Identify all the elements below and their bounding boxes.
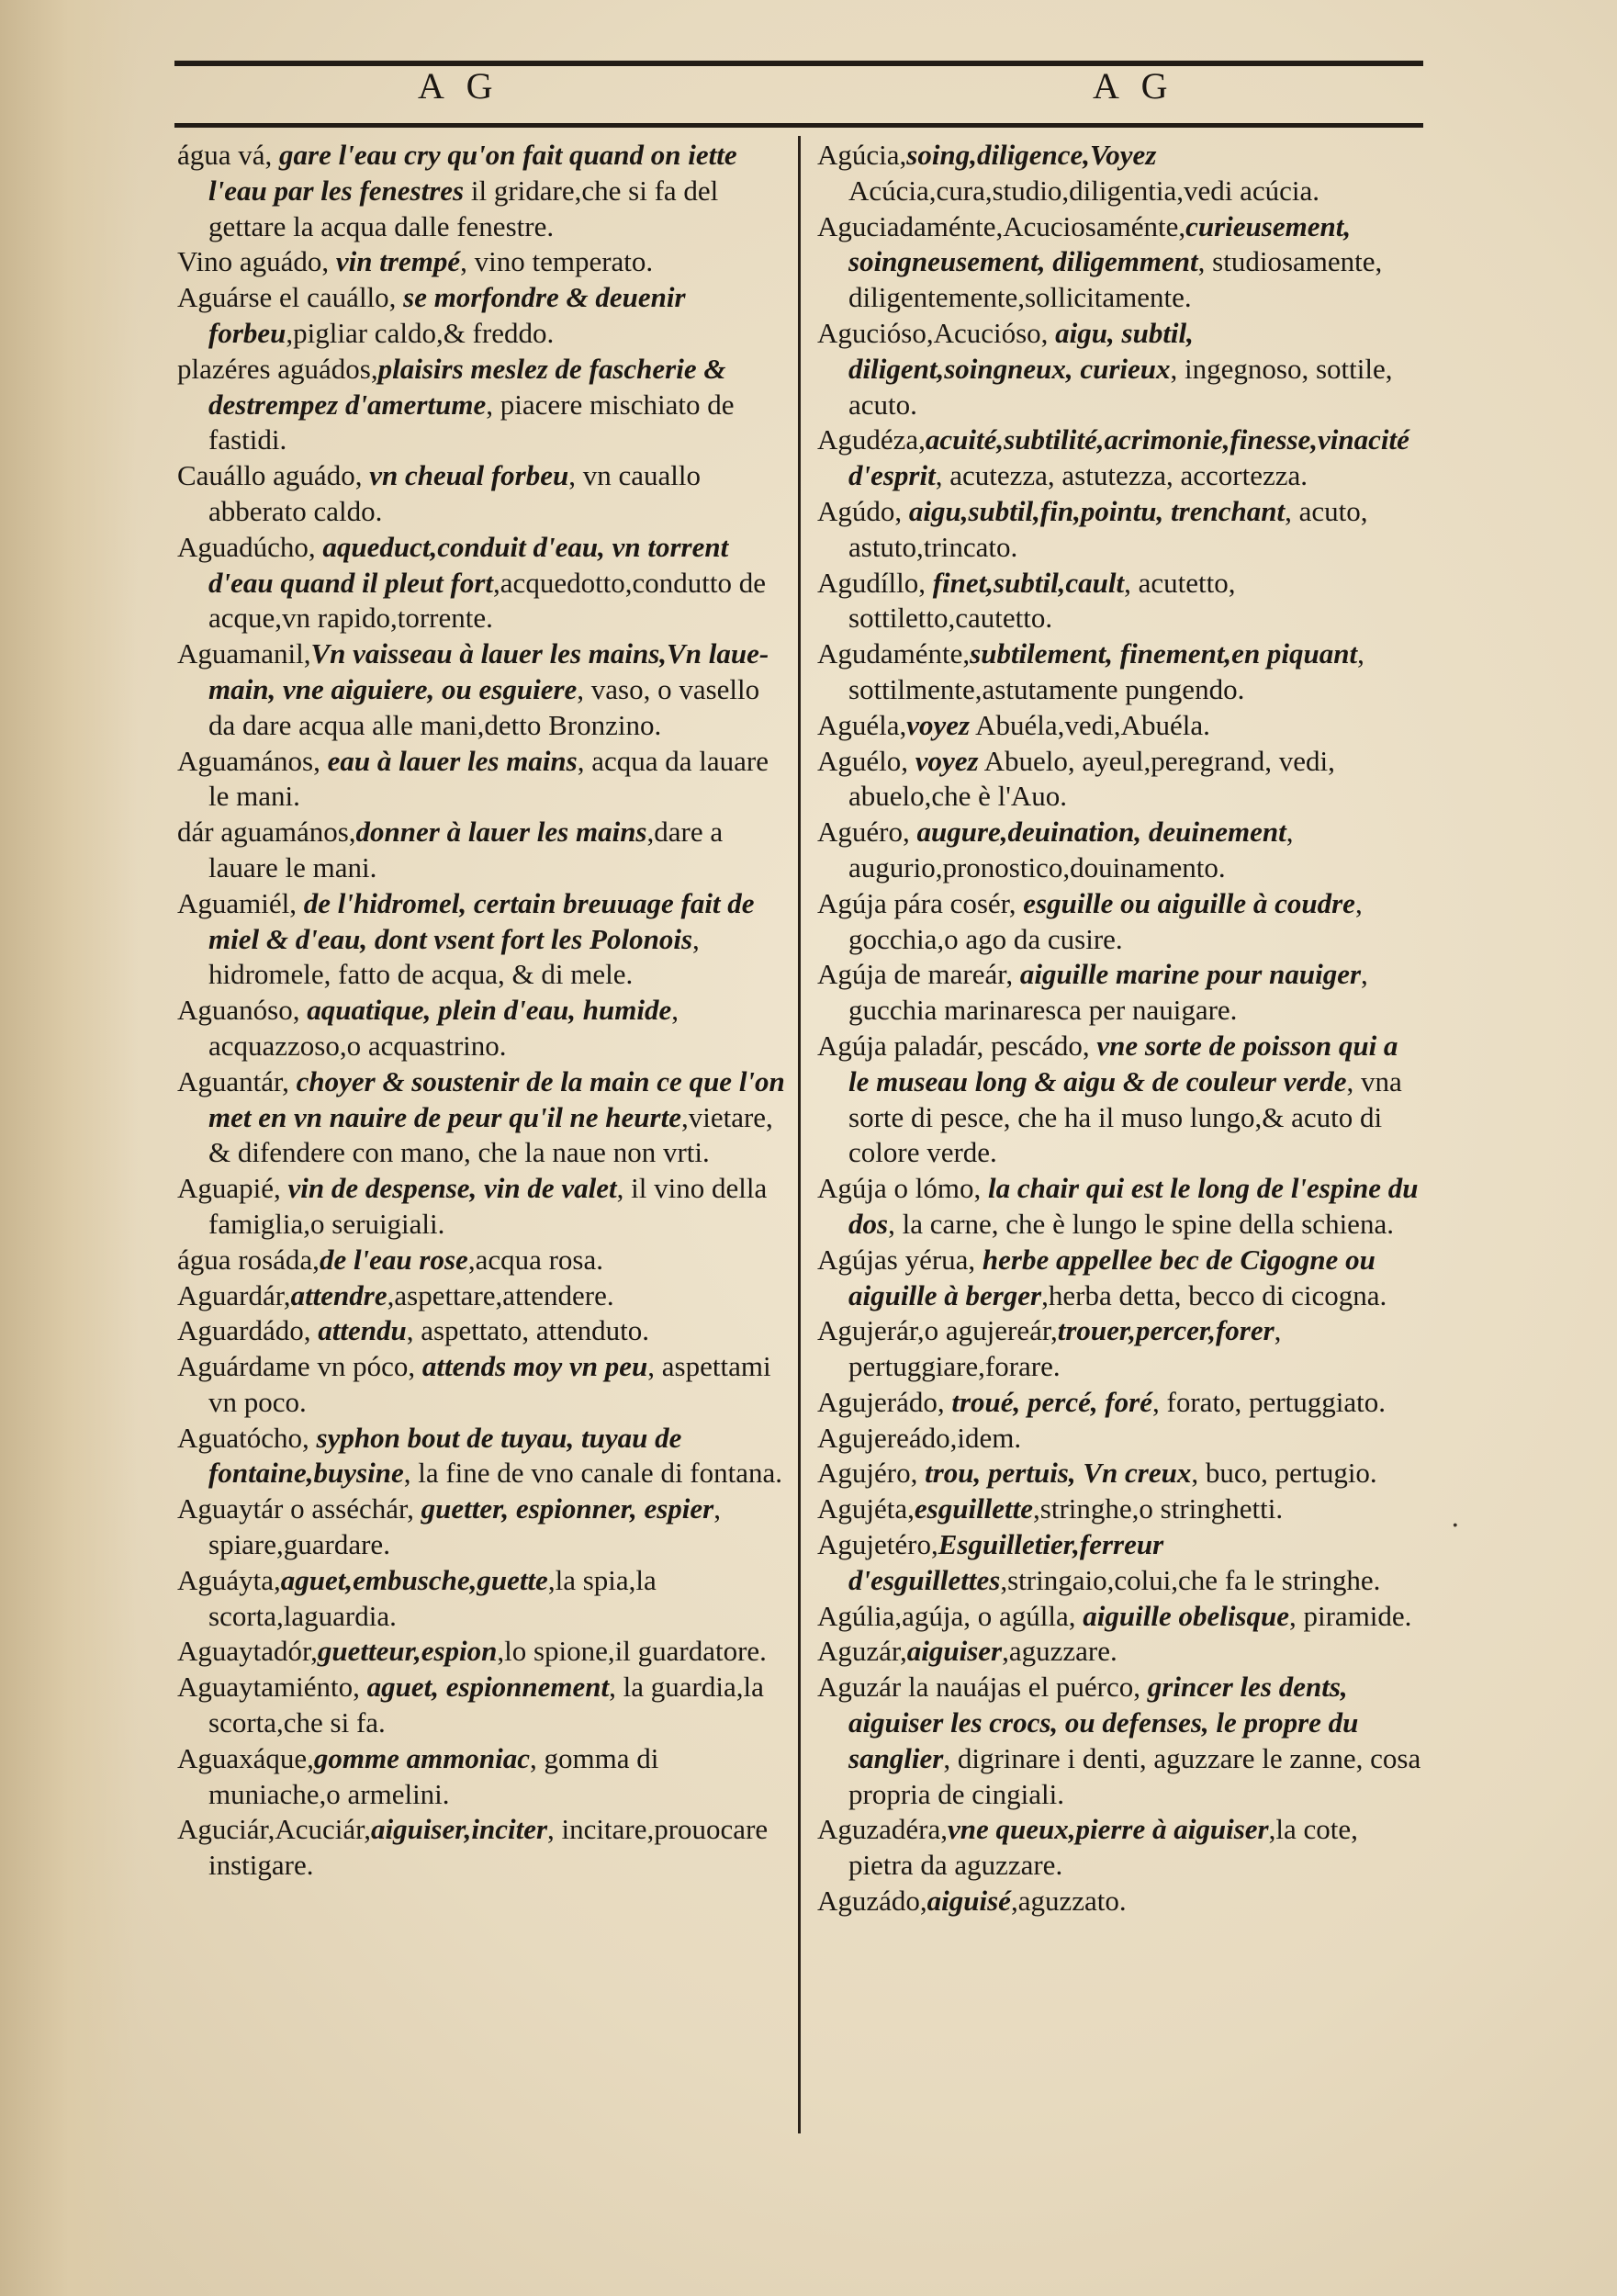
entry-french-gloss: aigu, subtil, diligent,soingneux, curieux: [848, 316, 1194, 385]
entry-french-gloss: attendre: [290, 1278, 387, 1311]
dictionary-entry: [817, 1527, 1423, 1599]
entry-italian-gloss: , vino temperato.: [460, 245, 654, 278]
dictionary-entry: [817, 815, 1423, 886]
dictionary-entry: [817, 494, 1423, 566]
dictionary-entry: [177, 744, 785, 816]
dictionary-entry: [817, 1421, 1423, 1457]
entry-italian-gloss: , ingegnoso, sottile, acuto.: [848, 352, 1393, 421]
entry-french-gloss: aguet,embusche,guette: [280, 1563, 548, 1596]
entry-italian-gloss: , vn cauallo abberato caldo.: [208, 459, 701, 527]
dictionary-entry: [177, 993, 785, 1064]
entry-headword: Aguárdame vn póco,: [177, 1350, 422, 1383]
dictionary-entry: [177, 1421, 785, 1492]
dictionary-entry: [817, 1491, 1423, 1527]
entry-italian-gloss: , la carne, che è lungo le spine della schiena.: [888, 1207, 1394, 1240]
entry-headword: Agúja pára cosér,: [817, 886, 1024, 919]
dictionary-entry: [177, 1812, 785, 1884]
dictionary-entry: [177, 1563, 785, 1635]
entry-headword: Agujerádo,: [817, 1385, 952, 1418]
dictionary-entry: [177, 244, 785, 280]
entry-french-gloss: eau à lauer les mains: [327, 744, 578, 777]
entry-headword: Aguéla,: [817, 708, 907, 741]
dictionary-entry: [177, 138, 785, 244]
entry-french-gloss: vin trempé: [335, 245, 461, 278]
entry-headword: Aguardár,: [177, 1278, 291, 1311]
entry-italian-gloss: ,acqua rosa.: [467, 1243, 603, 1276]
dictionary-entry: [177, 1491, 785, 1563]
entry-italian-gloss: , acutetto, sottiletto,cautetto.: [848, 566, 1236, 635]
entry-headword: Aguzár la nauájas el puérco,: [817, 1671, 1148, 1704]
column-divider: [798, 136, 801, 2133]
entry-headword: Aguamanil,: [177, 637, 311, 670]
entry-headword: Aguciadaménte,Acuciosaménte,: [817, 209, 1186, 242]
dictionary-entry: [817, 1385, 1423, 1421]
entry-french-gloss: attendu: [318, 1314, 407, 1347]
entry-headword: plazéres aguádos,: [177, 352, 378, 385]
entry-french-gloss: vne queux,pierre à aiguiser: [948, 1813, 1269, 1846]
entry-italian-gloss: Abuelo, ayeul,peregrand, vedi, abuelo,che è l'Auo.: [848, 744, 1335, 813]
entry-french-gloss: voyez: [915, 744, 979, 777]
entry-headword: Aguárse el cauállo,: [177, 281, 404, 314]
right-column: [817, 138, 1423, 1919]
entry-headword: Aguardádo,: [177, 1314, 319, 1347]
entry-french-gloss: choyer & soustenir de la main ce que l'on met en vn nauire de peur qu'il ne heurte: [208, 1064, 785, 1133]
entry-headword: Agúdo,: [817, 494, 909, 527]
dictionary-entry: [817, 708, 1423, 744]
entry-headword: Agudéza,: [817, 423, 926, 456]
entry-headword: Aguzádo,: [817, 1885, 927, 1918]
entry-italian-gloss: , incitare,prouocare instigare.: [208, 1813, 769, 1882]
dictionary-entry: [817, 957, 1423, 1029]
entry-headword: Aguatócho,: [177, 1421, 317, 1454]
dictionary-entry: [817, 1243, 1423, 1314]
entry-italian-gloss: il gridare,che si fa del gettare la acqua dalle fenestre.: [208, 174, 719, 242]
entry-headword: Agúlia,agúja, o agúlla,: [817, 1599, 1084, 1632]
entry-french-gloss: aqueduct,conduit d'eau, vn torrent d'eau quand il pleut fort: [208, 530, 729, 599]
entry-italian-gloss: , forato, pertuggiato.: [1152, 1385, 1386, 1418]
entry-headword: Aguciósо,Acucióso,: [817, 316, 1056, 349]
entry-italian-gloss: , pertuggiare,forare.: [848, 1314, 1282, 1383]
entry-italian-gloss: Acúcia,cura,studio,diligentia,vedi acúcia.: [848, 174, 1320, 207]
entry-italian-gloss: , acutezza, astutezza, accortezza.: [935, 459, 1308, 492]
dictionary-entry: [817, 316, 1423, 422]
entry-italian-gloss: ,aspettare,attendere.: [387, 1278, 614, 1311]
entry-headword: Agúja de mareár,: [817, 958, 1020, 991]
entry-headword: Agúcia,: [817, 139, 907, 171]
entry-french-gloss: troué, percé, foré: [951, 1385, 1153, 1418]
entry-french-gloss: vn cheual forbeu: [369, 459, 569, 492]
entry-french-gloss: grincer les dents, aiguiser les crocs, ou defenses, le propre du sanglier: [848, 1671, 1359, 1774]
entry-italian-gloss: ,pigliar caldo,& freddo.: [286, 316, 555, 349]
entry-headword: Aguantár,: [177, 1064, 297, 1097]
entry-french-gloss: aiguille obelisque: [1083, 1599, 1289, 1632]
entry-italian-gloss: , la guardia,la scorta,che si fa.: [208, 1671, 764, 1739]
entry-italian-gloss: ,stringaio,colui,che fa le stringhe.: [1000, 1563, 1381, 1596]
dictionary-entry: [817, 744, 1423, 816]
entry-french-gloss: de l'hidromel, certain breuuage fait de miel & d'eau, dont vsent fort les Polonois: [208, 886, 755, 955]
entry-headword: Aguéro,: [817, 816, 917, 849]
entry-french-gloss: esguillette: [914, 1492, 1034, 1525]
entry-french-gloss: vin de despense, vin de valet: [287, 1172, 617, 1205]
entry-italian-gloss: , sottilmente,astutamente pungendo.: [848, 637, 1364, 705]
entry-french-gloss: acuité,subtilité,acrimonie,finesse,vinacité d'esprit: [848, 423, 1409, 492]
entry-headword: Aguaxáque,: [177, 1741, 314, 1774]
dictionary-entry: [177, 1064, 785, 1171]
entry-italian-gloss: , hidromele, fatto de acqua, & di mele.: [208, 922, 700, 991]
left-column: [177, 138, 785, 1884]
entry-headword: Aguapié,: [177, 1172, 288, 1205]
entry-italian-gloss: , piramide.: [1289, 1599, 1412, 1632]
entry-italian-gloss: , aspettato, attenduto.: [406, 1314, 649, 1347]
dictionary-entry: [817, 138, 1423, 209]
entry-french-gloss: finet,subtil,cault: [932, 566, 1125, 599]
spine-shadow: [0, 0, 138, 2296]
entry-italian-gloss: , piacere mischiato de fastidi.: [208, 388, 735, 456]
entry-french-gloss: aiguisé: [926, 1885, 1011, 1918]
dictionary-entry: [817, 566, 1423, 637]
entry-italian-gloss: , acqua da lauare le mani.: [208, 744, 769, 813]
dictionary-entry: [817, 1599, 1423, 1635]
dictionary-entry: [177, 1741, 785, 1813]
entry-headword: Agújas yérua,: [817, 1243, 983, 1276]
entry-french-gloss: aiguiser: [906, 1635, 1003, 1668]
entry-headword: Agujéta,: [817, 1492, 915, 1525]
entry-italian-gloss: Abuéla,vedi,Abuéla.: [970, 708, 1210, 741]
entry-french-gloss: Vn vaisseau à lauer les mains,Vn laue-main, vne aiguiere, ou esguiere: [208, 637, 769, 705]
dictionary-entry: [177, 1634, 785, 1670]
entry-french-gloss: aigu,subtil,fin,pointu, trenchant: [908, 494, 1286, 527]
entry-headword: Agudíllo,: [817, 566, 933, 599]
entry-french-gloss: donner à lauer les mains: [355, 816, 647, 849]
dictionary-entry: [817, 1313, 1423, 1385]
entry-italian-gloss: ,aguzzare.: [1002, 1635, 1117, 1668]
entry-italian-gloss: , studiosamente, diligentemente,sollicitamente.: [848, 245, 1383, 314]
entry-headword: Aguciár,Acuciár,: [177, 1813, 371, 1846]
entry-italian-gloss: , gomma di muniache,o armelini.: [208, 1741, 659, 1810]
entry-headword: Agudaménte,: [817, 637, 971, 670]
dictionary-entry: [817, 636, 1423, 708]
entry-french-gloss: guetter, espionner, espier: [421, 1492, 714, 1525]
dictionary-entry: [177, 1243, 785, 1278]
dictionary-entry: [177, 458, 785, 530]
entry-headword: Aguzadéra,: [817, 1813, 948, 1846]
entry-italian-gloss: , acuto, astuto,trincato.: [848, 494, 1368, 563]
entry-french-gloss: guetteur,espion: [317, 1635, 498, 1668]
entry-french-gloss: Esguilletier,ferreur d'esguillettes: [848, 1528, 1164, 1596]
dictionary-entry: [817, 1456, 1423, 1491]
dictionary-entry: [817, 1171, 1423, 1243]
entry-headword: água rosáda,: [177, 1243, 320, 1276]
entry-italian-gloss: , buco, pertugio.: [1191, 1457, 1377, 1490]
dictionary-entry: [817, 422, 1423, 494]
entry-italian-gloss: , gocchia,o ago da cusire.: [848, 886, 1363, 955]
dictionary-entry: [817, 1670, 1423, 1812]
entry-headword: Aguzár,: [817, 1635, 907, 1668]
dictionary-entry: [177, 1349, 785, 1421]
entry-headword: Aguamiél,: [177, 886, 304, 919]
entry-italian-gloss: ,aguzzato.: [1010, 1885, 1127, 1918]
entry-headword: Agúja o lómo,: [817, 1172, 988, 1205]
running-head-right: A G: [1093, 65, 1175, 107]
entry-french-gloss: curieusement, soingneusement, diligemment: [848, 209, 1352, 278]
entry-headword: Agujerár,o agujereár,: [817, 1314, 1058, 1347]
entry-french-gloss: soing,diligence,Voyez: [906, 139, 1157, 171]
entry-headword: Agujetéro,: [817, 1528, 938, 1561]
entry-french-gloss: aquatique, plein d'eau, humide: [307, 994, 672, 1027]
dictionary-entry: [177, 352, 785, 458]
dictionary-entry: [817, 1029, 1423, 1171]
entry-headword: Aguaytár o asséchár,: [177, 1492, 421, 1525]
entry-italian-gloss: , aspettami vn poco.: [208, 1350, 771, 1418]
entry-italian-gloss: , la fine de vno canale di fontana.: [403, 1457, 783, 1490]
entry-italian-gloss: , augurio,pronostico,douinamento.: [848, 816, 1294, 884]
entry-french-gloss: trouer,percer,forer: [1057, 1314, 1275, 1347]
dictionary-entry: [817, 209, 1423, 316]
entry-headword: Agúja paladár, pescádo,: [817, 1029, 1097, 1062]
entry-italian-gloss: ,lo spione,il guardatore.: [497, 1635, 767, 1668]
entry-italian-gloss: ,dare a lauare le mani.: [208, 816, 724, 884]
entry-headword: Agujéro,: [817, 1457, 926, 1490]
header-rule-bottom: [174, 123, 1423, 128]
entry-italian-gloss: , il vino della famiglia,o seruigiali.: [208, 1172, 768, 1240]
dictionary-entry: [177, 1313, 785, 1349]
running-head-left: A G: [418, 65, 500, 107]
entry-french-gloss: aiguiser,inciter: [370, 1813, 548, 1846]
entry-italian-gloss: ,acquedotto,condutto de acque,vn rapido,torrente.: [208, 566, 767, 635]
entry-french-gloss: plaisirs meslez de fascherie & destrempez d'amertume: [208, 352, 726, 421]
dictionary-entry: [177, 280, 785, 352]
entry-french-gloss: gomme ammoniac: [313, 1741, 530, 1774]
entry-italian-gloss: , vna sorte di pesce, che ha il muso lungo,& acuto di colore verde.: [848, 1064, 1402, 1169]
entry-french-gloss: gare l'eau cry qu'on fait quand on iette l'eau par les fenestres: [208, 139, 737, 207]
entry-headword: Cauállo aguádo,: [177, 459, 370, 492]
entry-italian-gloss: , spiare,guardare.: [208, 1492, 721, 1561]
dictionary-entry: [177, 530, 785, 636]
entry-italian-gloss: ,la spia,la scorta,laguardia.: [208, 1563, 657, 1632]
dictionary-entry: [817, 1884, 1423, 1919]
dictionary-entry: [177, 1278, 785, 1314]
entry-french-gloss: attends moy vn peu: [421, 1350, 648, 1383]
entry-french-gloss: se morfondre & deuenir forbeu: [208, 281, 686, 349]
entry-french-gloss: augure,deuination, deuinement: [916, 816, 1286, 849]
entry-french-gloss: voyez: [906, 708, 971, 741]
entry-italian-gloss: , gucchia marinaresca per nauigare.: [848, 958, 1368, 1027]
entry-headword: Aguanóso,: [177, 994, 308, 1027]
entry-headword: Aguélo,: [817, 744, 915, 777]
entry-french-gloss: vne sorte de poisson qui a le museau long & aigu & de couleur verde: [848, 1029, 1398, 1097]
entry-french-gloss: aiguille marine pour nauiger: [1019, 958, 1362, 991]
entry-italian-gloss: , acquazzoso,o acquastrino.: [208, 994, 679, 1062]
entry-headword: água vá,: [177, 139, 280, 171]
entry-french-gloss: aguet, espionnement: [366, 1671, 610, 1704]
entry-headword: Aguáyta,: [177, 1563, 281, 1596]
entry-french-gloss: de l'eau rose: [319, 1243, 468, 1276]
margin-mark: .: [1451, 1502, 1460, 1534]
entry-italian-gloss: ,vietare, & difendere con mano, che la naue non vrti.: [208, 1100, 773, 1169]
dictionary-entry: [817, 886, 1423, 958]
dictionary-entry: [177, 1171, 785, 1243]
entry-italian-gloss: ,stringhe,o stringhetti.: [1033, 1492, 1284, 1525]
entry-headword: Aguamános,: [177, 744, 328, 777]
dictionary-entry: [177, 886, 785, 993]
entry-headword: Agujereádo,idem.: [817, 1421, 1022, 1454]
entry-italian-gloss: , digrinare i denti, aguzzare le zanne, cosa propria de cingiali.: [848, 1741, 1421, 1810]
entry-french-gloss: syphon bout de tuyau, tuyau de fontaine,buysine: [208, 1421, 682, 1490]
entry-headword: Aguaytamiénto,: [177, 1671, 367, 1704]
entry-headword: dár aguamános,: [177, 816, 356, 849]
entry-headword: Aguaytadór,: [177, 1635, 318, 1668]
entry-french-gloss: herbe appellee bec de Cigogne ou aiguille à berger: [848, 1243, 1376, 1311]
entry-headword: Aguadúcho,: [177, 530, 323, 563]
dictionary-entry: [817, 1812, 1423, 1884]
entry-french-gloss: la chair qui est le long de l'espine du dos: [848, 1172, 1419, 1240]
dictionary-entry: [817, 1634, 1423, 1670]
entry-headword: Vino aguádo,: [177, 245, 336, 278]
entry-french-gloss: subtilement, finement,en piquant: [970, 637, 1358, 670]
entry-italian-gloss: , vaso, o vasello da dare acqua alle mani,detto Bronzino.: [208, 672, 760, 741]
entry-italian-gloss: ,la cote, pietra da aguzzare.: [848, 1813, 1358, 1882]
entry-italian-gloss: ,herba detta, becco di cicogna.: [1041, 1278, 1387, 1311]
entry-french-gloss: trou, pertuis, Vn creux: [925, 1457, 1192, 1490]
dictionary-entry: [177, 815, 785, 886]
entry-french-gloss: esguille ou aiguille à coudre: [1023, 886, 1355, 919]
header-rule-top: [174, 61, 1423, 66]
dictionary-entry: [177, 636, 785, 743]
dictionary-entry: [177, 1670, 785, 1741]
